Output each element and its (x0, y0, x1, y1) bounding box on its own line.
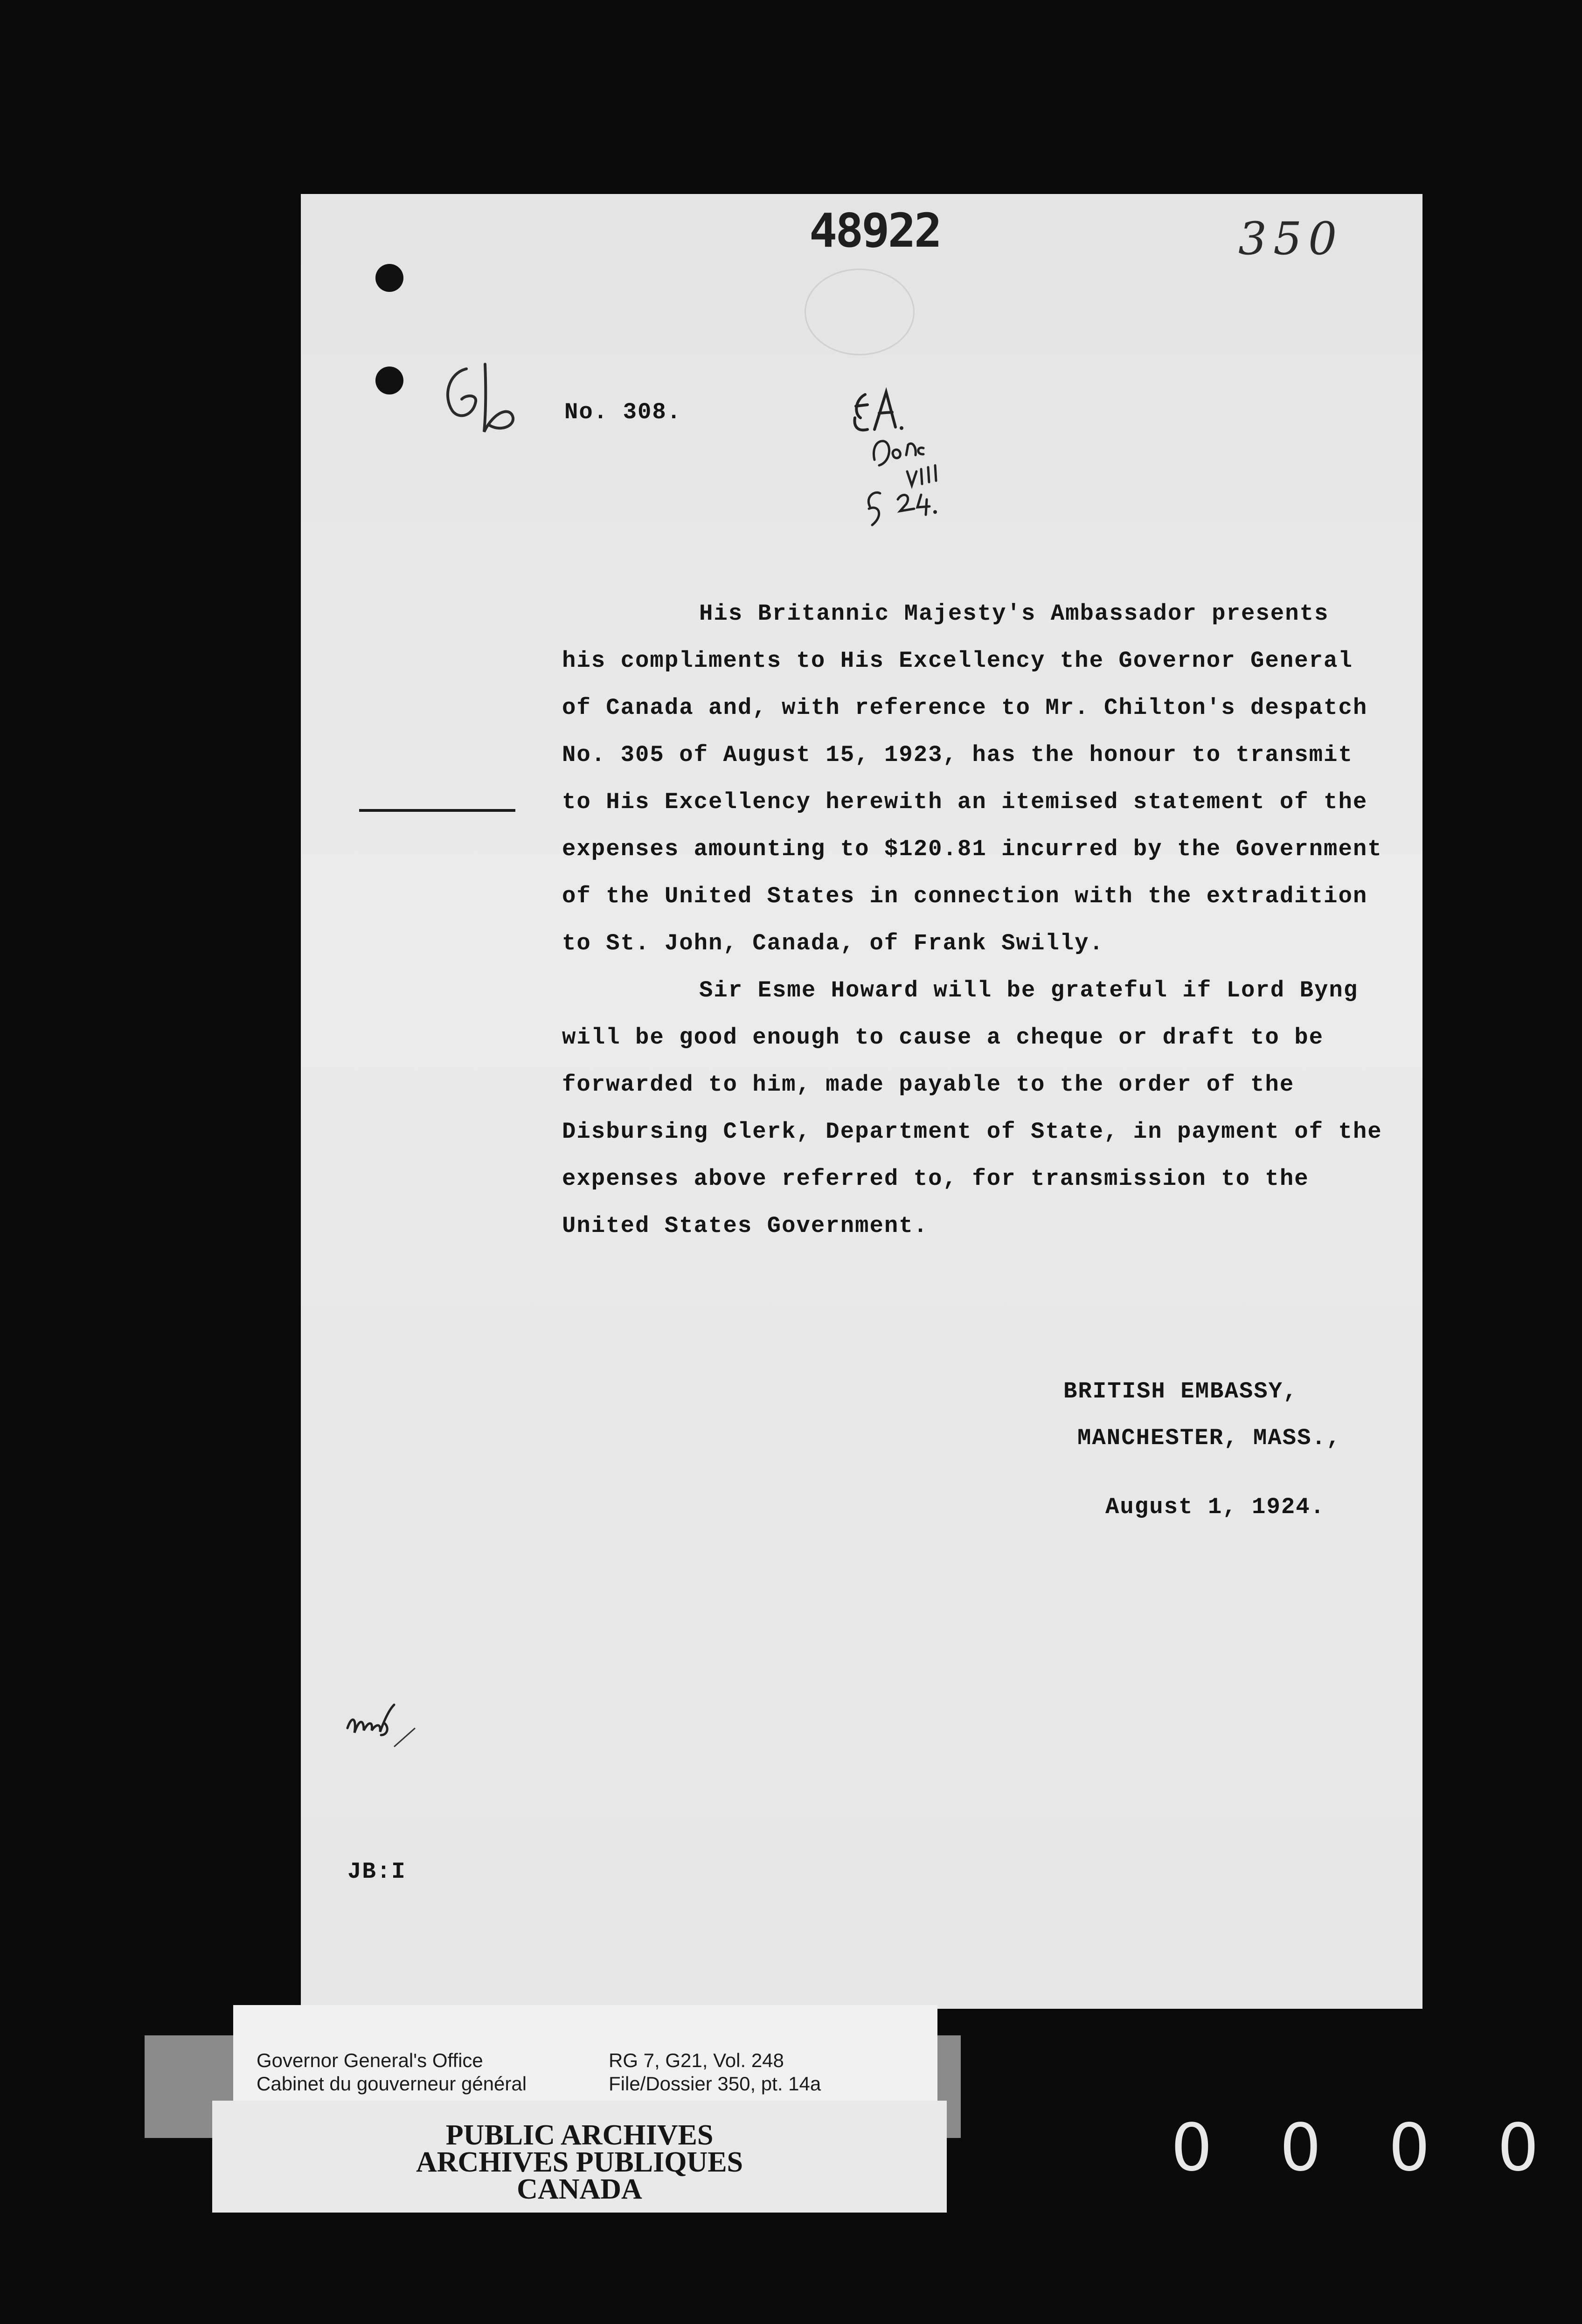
despatch-number: No. 308. (564, 399, 682, 425)
body-line: of Canada and, with reference to Mr. Chilton's despatch (562, 695, 1368, 721)
handwritten-mark (338, 1691, 431, 1761)
file-number-stamp: 48922 (809, 203, 941, 258)
body-line: Disbursing Clerk, Department of State, in payment of the (562, 1119, 1382, 1145)
body-line: His Britannic Majesty's Ambassador presents (699, 601, 1329, 627)
punch-hole (375, 264, 403, 292)
body-line: Sir Esme Howard will be grateful if Lord Byng (699, 977, 1359, 1003)
body-line: his compliments to His Excellency the Governor General (562, 648, 1353, 674)
record-group-reference: RG 7, G21, Vol. 248 (609, 2049, 784, 2071)
body-line: forwarded to him, made payable to the order of the (562, 1072, 1295, 1098)
page-number-handwritten: 350 (1238, 213, 1344, 265)
frame-counter-digit: 0 (1388, 2110, 1430, 2186)
typist-reference: JB:I (347, 1859, 406, 1885)
archives-name-english: PUBLIC ARCHIVES (445, 2119, 714, 2151)
body-line: to St. John, Canada, of Frank Swilly. (562, 930, 1104, 956)
embassy-name: BRITISH EMBASSY, (1063, 1378, 1298, 1404)
margin-rule (359, 809, 515, 812)
frame-counter-digit: 0 (1279, 2110, 1321, 2186)
handwritten-annotation (847, 385, 1014, 544)
handwritten-initials (434, 355, 527, 448)
punch-hole (375, 367, 403, 394)
letter-page (301, 194, 1422, 2009)
office-name-english: Governor General's Office (257, 2049, 483, 2071)
letter-body (562, 590, 1402, 1250)
frame-counter-digit: 0 (1171, 2110, 1213, 2186)
archives-label (212, 2101, 947, 2213)
body-line: of the United States in connection with the extradition (562, 883, 1368, 909)
body-line: No. 305 of August 15, 1923, has the honour to transmit (562, 742, 1353, 768)
frame-counter-digit: 0 (1497, 2110, 1539, 2186)
body-line: expenses amounting to $120.81 incurred by the Government (562, 836, 1382, 862)
body-line: will be good enough to cause a cheque or draft to be (562, 1024, 1324, 1051)
frame-counter (1168, 2110, 1541, 2186)
archives-country: CANADA (517, 2173, 642, 2205)
body-line: to His Excellency herewith an itemised statement of the (562, 789, 1368, 815)
office-name-french: Cabinet du gouverneur général (257, 2073, 527, 2095)
embossed-seal (805, 269, 915, 355)
body-line: United States Government. (562, 1213, 929, 1239)
embassy-city: MANCHESTER, MASS., (1077, 1425, 1341, 1451)
provenance-label (233, 2005, 937, 2105)
file-dossier-reference: File/Dossier 350, pt. 14a (609, 2073, 821, 2095)
letter-date: August 1, 1924. (1105, 1494, 1325, 1520)
body-line: expenses above referred to, for transmission to the (562, 1166, 1309, 1192)
archives-name-french: ARCHIVES PUBLIQUES (416, 2146, 743, 2178)
